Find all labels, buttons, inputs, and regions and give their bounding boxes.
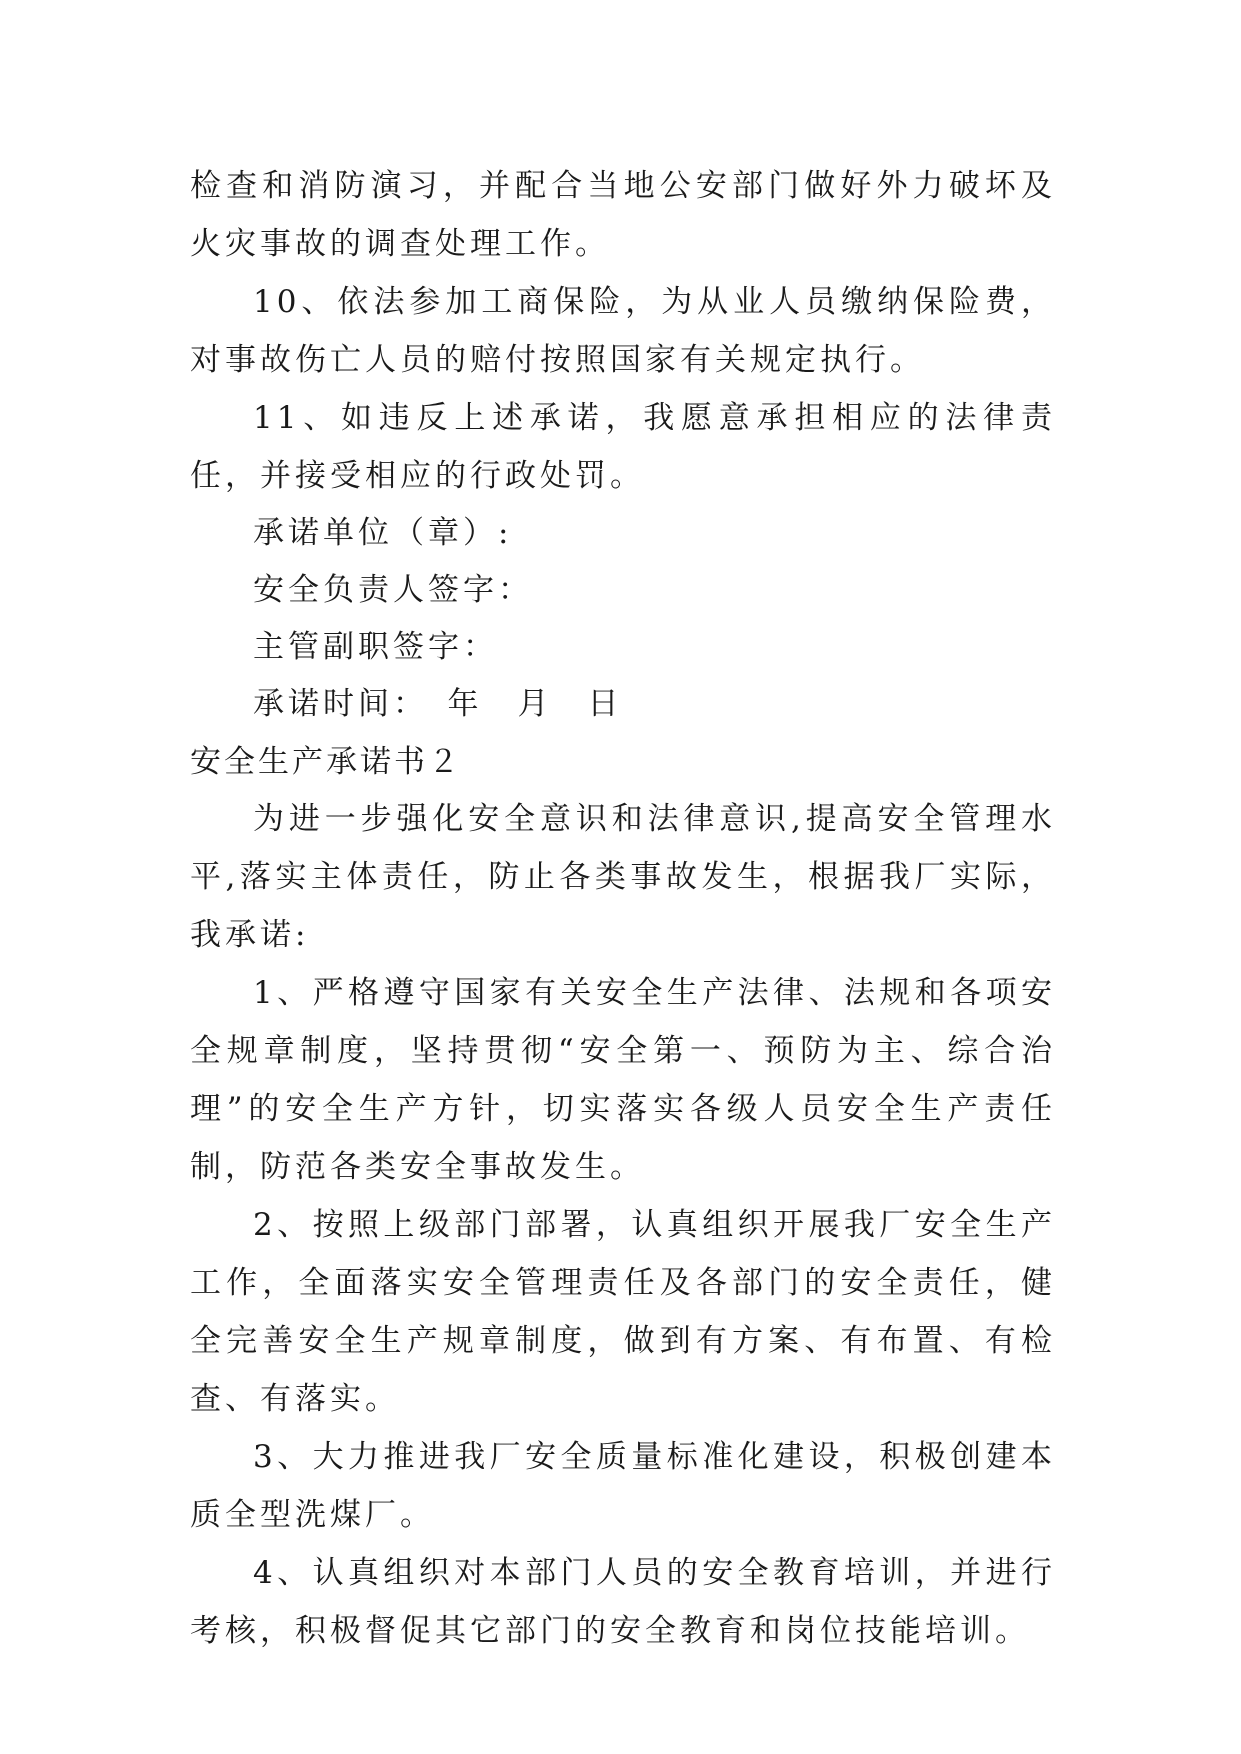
signature-deputy: 主管副职签字：: [253, 629, 498, 665]
signature-unit: 承诺单位（章）:: [253, 515, 513, 551]
paragraph-item-10: 10、依法参加工商保险，为从业人员缴纳保险费，对事故伤亡人员的赔付按照国家有关规定执行。: [190, 284, 1056, 378]
paragraph-item-11: 11、如违反上述承诺，我愿意承担相应的法律责任，并接受相应的行政处罚。: [190, 400, 1056, 494]
paragraph-item-4: 4、认真组织对本部门人员的安全教育培训，并进行考核，积极督促其它部门的安全教育和岗位技能培训。: [190, 1555, 1056, 1649]
signature-safety-officer: 安全负责人签字：: [253, 572, 533, 608]
paragraph-intro: 为进一步强化安全意识和法律意识,提高安全管理水平,落实主体责任，防止各类事故发生，根据我厂实际，我承诺:: [190, 801, 1056, 953]
document-body: [190, 157, 1056, 1660]
signature-date: 承诺时间： 年 月 日: [253, 686, 623, 722]
paragraph-item-2: 2、按照上级部门部署，认真组织开展我厂安全生产工作，全面落实安全管理责任及各部门的安全责任，健全完善安全生产规章制度，做到有方案、有布置、有检查、有落实。: [190, 1207, 1056, 1417]
paragraph-item-3: 3、大力推进我厂安全质量标准化建设，积极创建本质全型洗煤厂。: [190, 1439, 1056, 1533]
paragraph-item-1: 1、严格遵守国家有关安全生产法律、法规和各项安全规章制度，坚持贯彻“安全第一、预防为主、综合治理”的安全生产方针，切实落实各级人员安全生产责任制，防范各类安全事故发生。: [190, 975, 1056, 1185]
section-title: 安全生产承诺书２: [190, 744, 462, 780]
paragraph-continuation: 检查和消防演习，并配合当地公安部门做好外力破坏及火灾事故的调查处理工作。: [190, 168, 1056, 262]
